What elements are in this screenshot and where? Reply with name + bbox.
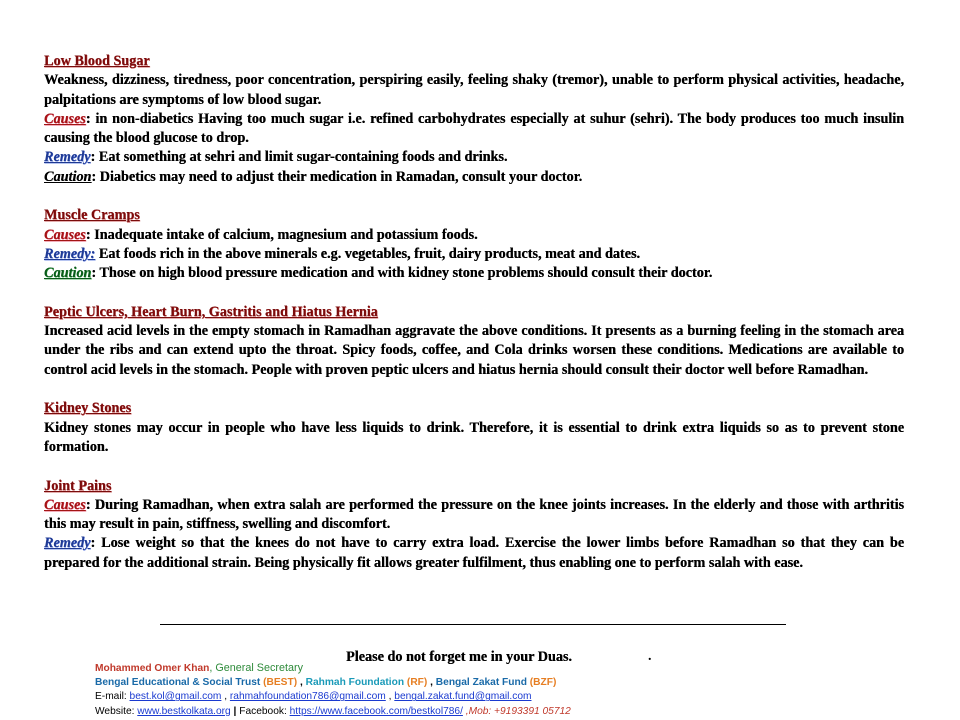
section-heading: Kidney Stones bbox=[44, 400, 132, 417]
causes-line bbox=[44, 110, 904, 149]
remedy-text: Eat foods rich in the above minerals e.g. vegetables, fruit, dairy products, meat and dates. bbox=[95, 245, 640, 262]
remedy-text: : Lose weight so that the knees do not have to carry extra load. Exercise the lower limbs before Ramadhan so that they can be prepared for the additional strain. Being physically fit allows greater fulfilment, thus enabling one to perform salah with ease. bbox=[44, 535, 904, 571]
org-best-abbr: (BEST) bbox=[263, 677, 298, 689]
section-low-blood-sugar bbox=[44, 52, 904, 187]
mobile-number: ,Mob: +9193391 05712 bbox=[462, 705, 571, 717]
section-heading: Peptic Ulcers, Heart Burn, Gastritis and Hiatus Hernia bbox=[44, 303, 378, 320]
causes-line bbox=[44, 226, 904, 245]
causes-line bbox=[44, 496, 904, 535]
section-heading: Joint Pains bbox=[44, 477, 112, 494]
footer-name-line bbox=[95, 661, 571, 676]
footer-email-line bbox=[95, 690, 571, 704]
website-link[interactable]: www.bestkolkata.org bbox=[137, 705, 231, 717]
remedy-label: Remedy bbox=[44, 149, 91, 166]
bar-separator: | bbox=[230, 705, 240, 717]
caution-text: : Diabetics may need to adjust their medication in Ramadan, consult your doctor. bbox=[91, 168, 583, 185]
document-body bbox=[44, 52, 904, 592]
causes-text: : Inadequate intake of calcium, magnesium and potassium foods. bbox=[85, 226, 478, 243]
author-name: Mohammed Omer Khan bbox=[95, 663, 210, 674]
causes-label: Causes bbox=[44, 496, 86, 513]
org-rf-name: Rahmah Foundation bbox=[305, 677, 407, 689]
org-separator: , bbox=[427, 677, 436, 689]
remedy-label: Remedy: bbox=[44, 245, 96, 262]
remedy-line bbox=[44, 148, 904, 167]
footer-org-line bbox=[95, 676, 571, 690]
remedy-line bbox=[44, 245, 904, 264]
causes-label: Causes bbox=[44, 226, 86, 243]
caution-text: : Those on high blood pressure medication and with kidney stone problems should consult their doctor. bbox=[91, 265, 713, 282]
role-separator: , bbox=[209, 662, 216, 674]
email-link-zakat[interactable]: bengal.zakat.fund@gmail.com bbox=[394, 691, 532, 703]
section-heading: Muscle Cramps bbox=[44, 207, 140, 224]
section-kidney-stones bbox=[44, 399, 904, 457]
email-link-best[interactable]: best.kol@gmail.com bbox=[129, 691, 222, 703]
remedy-label: Remedy bbox=[44, 535, 91, 552]
email-label: E-mail: bbox=[95, 691, 130, 703]
causes-label: Causes bbox=[44, 110, 86, 127]
org-separator: , bbox=[297, 677, 306, 689]
footer-web-line bbox=[95, 705, 571, 719]
email-separator: , bbox=[221, 691, 230, 703]
signature-footer bbox=[95, 661, 571, 719]
website-label: Website: bbox=[95, 705, 138, 717]
causes-text: : During Ramadhan, when extra salah are performed the pressure on the knee joints increases. In the elderly and those with arthritis this may result in pain, stiffness, swelling and discomfort. bbox=[44, 496, 904, 533]
caution-line bbox=[44, 168, 904, 187]
caution-line bbox=[44, 264, 904, 283]
section-intro: Weakness, dizziness, tiredness, poor concentration, perspiring easily, feeling shaky (tremor), unable to perform physical activities, headache, palpitations are symptoms of low blood sugar. bbox=[44, 72, 904, 108]
section-heading: Low Blood Sugar bbox=[44, 53, 150, 69]
section-muscle-cramps bbox=[44, 206, 904, 283]
email-link-rahmah[interactable]: rahmahfoundation786@gmail.com bbox=[229, 691, 386, 703]
section-joint-pains bbox=[44, 477, 904, 573]
facebook-link[interactable]: https://www.facebook.com/bestkol786/ bbox=[289, 705, 463, 717]
email-separator: , bbox=[385, 691, 395, 703]
closing-duas: Please do not forget me in your Duas. bbox=[346, 649, 572, 665]
horizontal-rule bbox=[160, 624, 786, 625]
org-best-name: Bengal Educational & Social Trust bbox=[95, 677, 264, 689]
causes-text: : in non-diabetics Having too much sugar i.e. refined carbohydrates especially at suhur (sehri). The body produces too much insulin causing the blood glucose to drop. bbox=[44, 110, 904, 147]
org-rf-abbr: (RF) bbox=[406, 677, 428, 689]
author-role: General Secretary bbox=[215, 662, 303, 674]
caution-label: Caution bbox=[44, 168, 92, 185]
section-intro: Increased acid levels in the empty stomach in Ramadhan aggravate the above conditions. It presents as a burning feeling in the stomach area under the ribs and can extend upto the throat. Spicy foods, coffee, and Cola drinks worsen these conditions. Medications are available to control acid levels in the stomach. People with proven peptic ulcers and hiatus hernia should consult their doctor well before Ramadhan. bbox=[44, 323, 904, 378]
org-bzf-name: Bengal Zakat Fund bbox=[435, 677, 530, 689]
org-bzf-abbr: (BZF) bbox=[529, 677, 557, 689]
facebook-label: Facebook: bbox=[239, 705, 290, 717]
section-intro: Kidney stones may occur in people who have less liquids to drink. Therefore, it is essential to drink extra liquids so as to prevent stone formation. bbox=[44, 419, 904, 455]
caution-label: Caution bbox=[44, 265, 92, 282]
remedy-text: : Eat something at sehri and limit sugar-containing foods and drinks. bbox=[90, 149, 508, 166]
closing-dot: . bbox=[648, 649, 652, 664]
section-peptic-ulcers bbox=[44, 303, 904, 380]
remedy-line bbox=[44, 534, 904, 573]
